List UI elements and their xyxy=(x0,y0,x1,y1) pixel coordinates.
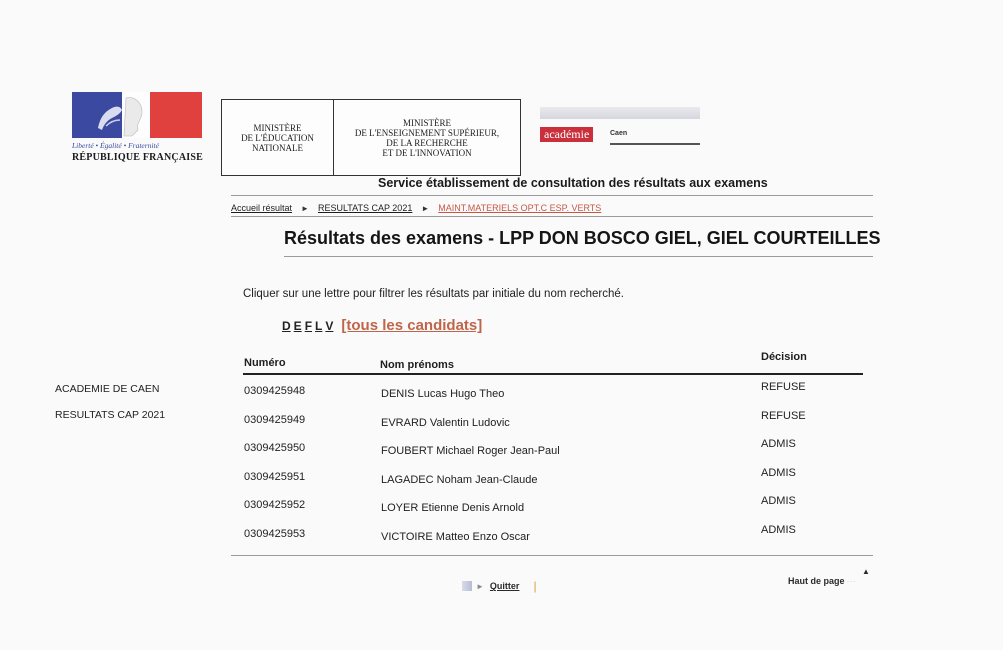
marianne-flag-icon xyxy=(72,92,202,138)
header-number: Numéro xyxy=(244,357,286,369)
breadcrumb xyxy=(231,203,601,213)
candidate-number: 0309425951 xyxy=(244,470,306,483)
letter-filter-l[interactable]: L xyxy=(315,319,323,333)
caret-up-icon: ▲ xyxy=(862,567,870,576)
side-info xyxy=(55,376,165,428)
candidate-number: 0309425948 xyxy=(244,385,306,397)
back-to-top: ▲ Haut de page ··· xyxy=(788,567,870,586)
divider xyxy=(284,256,873,257)
table-row xyxy=(243,489,863,518)
republic-motto: Liberté • Égalité • Fraternité xyxy=(72,141,159,150)
table-row xyxy=(243,432,863,461)
table-header xyxy=(243,349,863,375)
side-academy: ACADEMIE DE CAEN xyxy=(55,383,160,395)
candidate-name: EVRARD Valentin Ludovic xyxy=(381,416,510,429)
letter-filter-v[interactable]: V xyxy=(325,319,334,333)
candidate-number: 0309425953 xyxy=(244,527,306,540)
arrow-right-icon: ► xyxy=(476,581,484,591)
candidate-decision: ADMIS xyxy=(761,523,796,536)
ministry-higher-education: MINISTÈRE DE L'ENSEIGNEMENT SUPÉRIEUR, DE LA RECHERCHE ET DE L'INNOVATION xyxy=(354,117,500,158)
service-title: Service établissement de consultation des résultats aux examens xyxy=(378,176,768,190)
table-row xyxy=(243,404,863,433)
divider xyxy=(231,555,873,556)
top-of-page-link[interactable]: Haut de page xyxy=(788,576,845,586)
table-row xyxy=(243,518,863,547)
candidate-decision: ADMIS xyxy=(761,466,796,479)
republique-francaise-logo xyxy=(72,92,204,163)
candidate-number: 0309425950 xyxy=(244,442,306,454)
breadcrumb-specialty-link[interactable]: MAINT.MATERIELS OPT.C ESP. VERTS xyxy=(438,203,602,213)
quit-link[interactable]: Quitter xyxy=(489,581,520,591)
table-row xyxy=(243,375,863,404)
letter-filter-f[interactable]: F xyxy=(304,319,313,333)
candidate-decision: REFUSE xyxy=(761,409,806,422)
candidate-name: FOUBERT Michael Roger Jean-Paul xyxy=(381,445,560,457)
breadcrumb-home-link[interactable]: Accueil résultat xyxy=(231,203,293,213)
letter-filter-e[interactable]: E xyxy=(293,319,302,333)
quit-icon xyxy=(462,581,472,591)
academie-badge: académie xyxy=(540,127,593,142)
candidate-decision: REFUSE xyxy=(761,381,806,393)
all-candidates-link[interactable]: [tous les candidats] xyxy=(341,317,483,334)
letter-filter xyxy=(282,317,482,334)
divider xyxy=(231,216,873,217)
candidate-name: VICTOIRE Matteo Enzo Oscar xyxy=(381,530,530,543)
candidate-decision: ADMIS xyxy=(761,438,796,450)
side-exam: RESULTATS CAP 2021 xyxy=(55,409,166,421)
divider xyxy=(231,195,873,196)
chevron-right-icon: ► xyxy=(421,203,430,213)
table-row xyxy=(243,461,863,490)
results-table xyxy=(243,349,863,546)
separator: | xyxy=(533,579,537,593)
candidate-name: LOYER Etienne Denis Arnold xyxy=(381,502,525,514)
footer-nav xyxy=(462,579,537,593)
candidate-number: 0309425949 xyxy=(244,413,306,426)
ministries-box xyxy=(221,99,521,176)
page-title: Résultats des examens - LPP DON BOSCO GIEL, GIEL COURTEILLES xyxy=(284,228,881,248)
republic-name: RÉPUBLIQUE FRANÇAISE xyxy=(72,152,203,163)
candidate-name: DENIS Lucas Hugo Theo xyxy=(381,388,505,400)
header-decision: Décision xyxy=(761,351,807,363)
header-name: Nom prénoms xyxy=(380,359,454,371)
candidate-name: LAGADEC Noham Jean-Claude xyxy=(381,473,538,486)
breadcrumb-exam-link[interactable]: RESULTATS CAP 2021 xyxy=(317,203,413,213)
candidate-decision: ADMIS xyxy=(761,495,796,507)
academie-caen-logo xyxy=(540,107,700,149)
letter-filter-d[interactable]: D xyxy=(282,319,291,333)
chevron-right-icon: ► xyxy=(301,203,309,213)
academie-city: Caen xyxy=(610,130,628,137)
filter-instructions: Cliquer sur une lettre pour filtrer les résultats par initiale du nom recherché. xyxy=(243,288,624,300)
candidate-number: 0309425952 xyxy=(244,499,306,511)
ministry-education: MINISTÈRE DE L'ÉDUCATION NATIONALE xyxy=(222,100,334,175)
